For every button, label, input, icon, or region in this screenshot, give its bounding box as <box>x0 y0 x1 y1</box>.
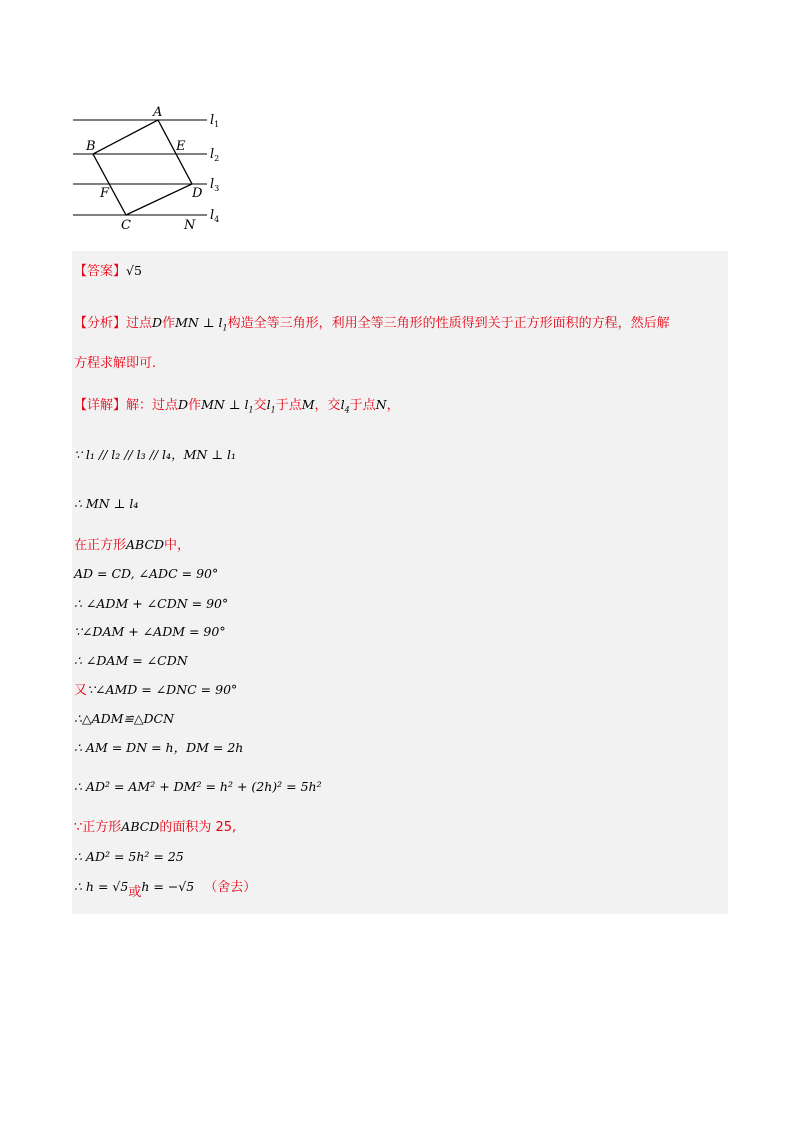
detail-text-5: ，交 <box>314 398 341 413</box>
detail-l1: $l_1$ <box>266 397 276 415</box>
label-l4: $l_4$ <box>210 208 220 224</box>
detail-mn-perp: MN ⊥ $l_1$ <box>201 397 254 415</box>
step-angle-sum-1: ∴ ∠ADM + ∠CDN = 90° <box>74 596 229 611</box>
step-solution <box>74 878 257 900</box>
step-mn-perp-l4: ∴ MN ⊥ l₄ <box>74 496 139 511</box>
geometry-figure-svg <box>70 105 230 235</box>
answer-value: √5 <box>126 263 142 278</box>
step-area-abcd: ABCD <box>121 819 160 834</box>
label-l3: $l_3$ <box>210 177 220 193</box>
step-right-angles-math: ∵∠AMD = ∠DNC = 90° <box>87 682 238 697</box>
detail-text-7: ， <box>386 398 400 413</box>
step-parallel-lines: ∵ l₁ // l₂ // l₃ // l₄，MN ⊥ l₁ <box>74 447 237 462</box>
detail-line-1 <box>74 396 400 420</box>
detail-text-4: 于点 <box>275 398 302 413</box>
label-E: E <box>176 139 186 154</box>
step-solution-b: h = −√5 <box>141 879 195 894</box>
step-in-square-abcd: ABCD <box>126 537 165 552</box>
step-in-square <box>74 536 190 555</box>
detail-point-d: D <box>178 397 189 412</box>
step-pythagoras: ∴ AD² = AM² + DM² = h² + (2h)² = 5h² <box>74 779 322 794</box>
analysis-mn-perp: MN ⊥ $l_1$ <box>175 315 228 333</box>
label-A: A <box>153 105 163 120</box>
geometry-figure <box>70 105 230 235</box>
step-angle-sum-2: ∵∠DAM + ∠ADM = 90° <box>74 624 226 639</box>
detail-tag: 【详解】 <box>74 398 127 413</box>
step-solution-a: ∴ h = √5 <box>74 879 129 894</box>
answer-line <box>74 262 142 281</box>
step-area-because: ∵ <box>74 820 83 835</box>
step-in-square-text: 在正方形 <box>74 538 127 553</box>
analysis-text-4: 方程求解即可. <box>74 356 157 371</box>
detail-point-n: N <box>375 397 387 412</box>
step-area <box>74 818 236 837</box>
step-solution-or: 或 <box>128 885 142 900</box>
step-right-angles <box>74 681 237 700</box>
step-you: 又 <box>74 683 88 698</box>
step-angle-equal: ∴ ∠DAM = ∠CDN <box>74 653 188 668</box>
step-congruent: ∴△ADM≌△DCN <box>74 711 175 726</box>
step-area-text: 正方形 <box>82 820 122 835</box>
step-ad-cd: AD = CD, ∠ADC = 90° <box>74 566 219 581</box>
analysis-text-1: 过点 <box>126 316 153 331</box>
step-area-end: 的面积为 25, <box>159 820 237 835</box>
step-in-square-end: 中， <box>164 538 191 553</box>
label-l1: $l_1$ <box>210 113 220 129</box>
analysis-tag: 【分析】 <box>74 316 127 331</box>
step-ad-squared: ∴ AD² = 5h² = 25 <box>74 849 184 864</box>
label-l2: $l_2$ <box>210 147 220 163</box>
answer-tag: 【答案】 <box>74 264 127 279</box>
analysis-text-3: 构造全等三角形，利用全等三角形的性质得到关于正方形面积的方程，然后解 <box>227 316 670 331</box>
analysis-line-2 <box>74 355 156 373</box>
label-N: N <box>184 218 196 233</box>
label-D: D <box>192 186 203 201</box>
step-am-dn: ∴ AM = DN = h，DM = 2h <box>74 740 244 755</box>
label-F: F <box>100 186 110 201</box>
label-C: C <box>121 218 131 233</box>
step-solution-note: （舍去） <box>204 880 257 895</box>
detail-text-1: 解：过点 <box>126 398 179 413</box>
detail-l4: $l_4$ <box>340 397 350 415</box>
analysis-line-1 <box>74 314 670 338</box>
analysis-text-2: 作 <box>162 316 176 331</box>
analysis-point-d: D <box>152 315 163 330</box>
label-B: B <box>86 139 96 154</box>
detail-point-m: M <box>301 397 315 412</box>
detail-text-6: 于点 <box>349 398 376 413</box>
detail-text-2: 作 <box>188 398 202 413</box>
detail-text-3: 交 <box>253 398 267 413</box>
